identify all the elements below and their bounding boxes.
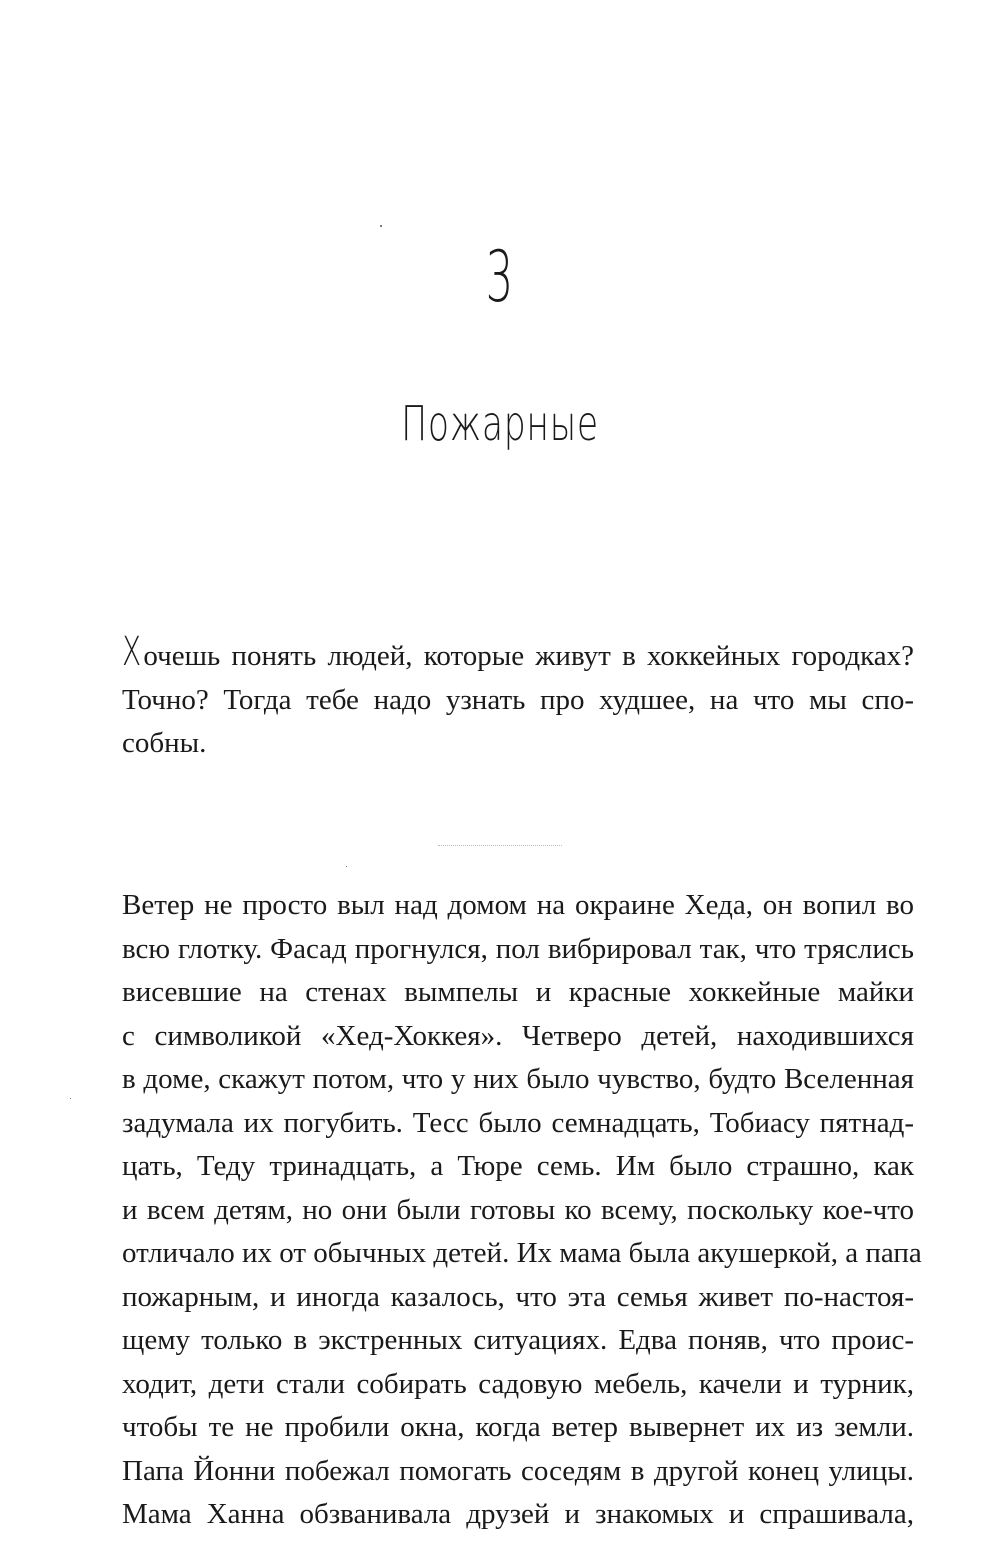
chapter-number: 3 bbox=[485, 236, 515, 318]
text-line: пожарным, и иногда казалось, что эта семья живет по-настоя- bbox=[122, 1280, 914, 1313]
drop-cap: Х bbox=[122, 629, 142, 675]
text-line: всю глотку. Фасад прогнулся, пол вибрировал так, что тряслись bbox=[122, 932, 914, 965]
section-separator bbox=[438, 845, 562, 847]
print-speck bbox=[380, 225, 382, 227]
text-line-content: очешь понять людей, которые живут в хоккейных городках? bbox=[143, 640, 914, 672]
text-line: ходит, дети стали собирать садовую мебель, качели и турник, bbox=[122, 1367, 914, 1400]
body-paragraph bbox=[122, 884, 922, 1537]
text-line bbox=[122, 629, 914, 679]
text-line: в доме, скажут потом, что у них было чувство, будто Вселенная bbox=[122, 1063, 914, 1095]
text-line: собны. bbox=[122, 727, 207, 759]
text-line: Мама Ханна обзванивала друзей и знакомых и спрашивала, bbox=[122, 1498, 914, 1530]
text-line: отличало их от обычных детей. Их мама была акушеркой, а папа bbox=[122, 1237, 922, 1269]
text-line: задумала их погубить. Тесс было семнадцать, Тобиасу пятнад- bbox=[122, 1106, 914, 1139]
chapter-title: Пожарные bbox=[401, 396, 599, 452]
print-speck bbox=[70, 1098, 71, 1099]
text-line: чтобы те не пробили окна, когда ветер вывернет их из земли. bbox=[122, 1411, 914, 1443]
text-line: Папа Йонни побежал помогать соседям в другой конец улицы. bbox=[122, 1454, 914, 1487]
intro-paragraph bbox=[122, 629, 914, 766]
text-line: и всем детям, но они были готовы ко всему, поскольку кое-что bbox=[122, 1193, 914, 1226]
text-line: с символикой «Хед-Хоккея». Четверо детей, находившихся bbox=[122, 1019, 914, 1052]
text-line: щему только в экстренных ситуациях. Едва поняв, что проис- bbox=[122, 1324, 914, 1356]
text-line: Точно? Тогда тебе надо узнать про худшее, на что мы спо- bbox=[122, 683, 914, 716]
print-speck bbox=[346, 866, 347, 867]
text-line: висевшие на стенах вымпелы и красные хоккейные майки bbox=[122, 976, 914, 1008]
text-line: цать, Теду тринадцать, а Тюре семь. Им было страшно, как bbox=[122, 1150, 914, 1182]
text-line: Ветер не просто выл над домом на окраине Хеда, он вопил во bbox=[122, 889, 914, 921]
